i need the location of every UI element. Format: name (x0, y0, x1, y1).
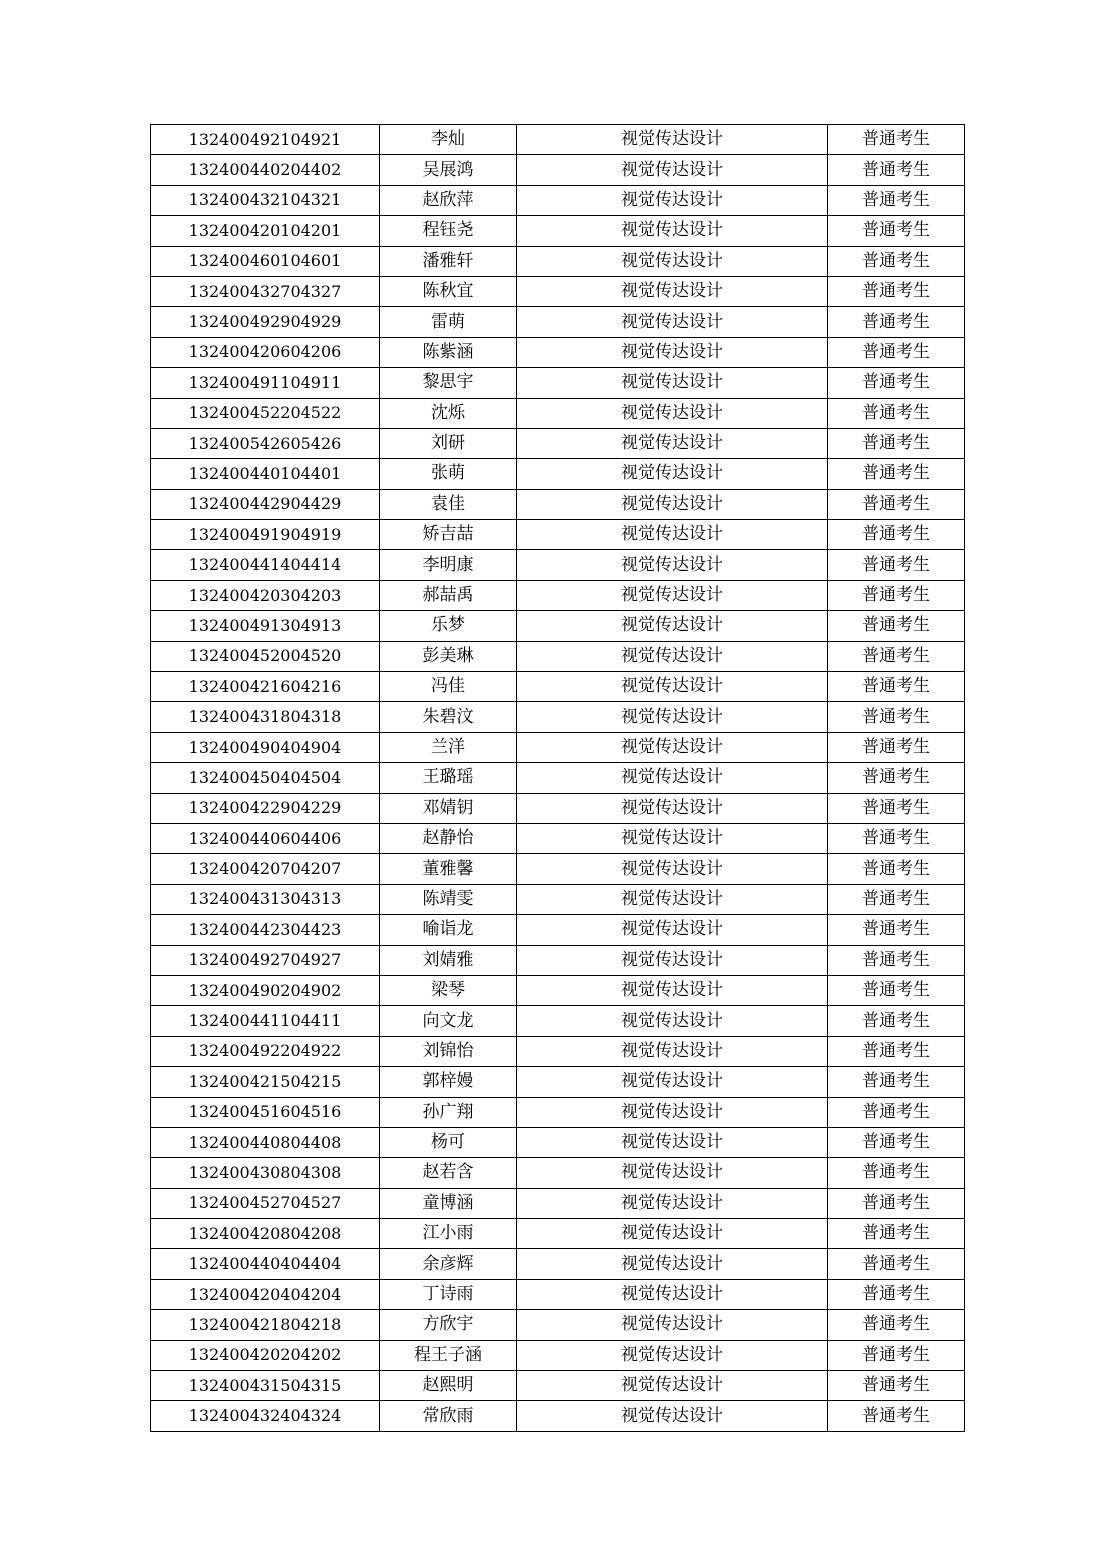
candidate-id-cell: 132400491904919 (151, 520, 380, 550)
candidate-id-cell: 132400441404414 (151, 550, 380, 580)
candidate-category-cell: 普通考生 (828, 823, 965, 853)
candidate-id-cell: 132400432704327 (151, 276, 380, 306)
candidate-name-cell: 赵欣萍 (380, 185, 517, 215)
table-row (151, 641, 965, 671)
candidate-major-cell: 视觉传达设计 (517, 428, 828, 458)
table-row (151, 611, 965, 641)
candidate-id-cell: 132400442304423 (151, 915, 380, 945)
table-row (151, 823, 965, 853)
candidate-id-cell: 132400490404904 (151, 732, 380, 762)
candidate-id-cell: 132400490204902 (151, 975, 380, 1005)
candidate-name-cell: 邓婧钥 (380, 793, 517, 823)
candidate-category-cell: 普通考生 (828, 1188, 965, 1218)
candidate-major-cell: 视觉传达设计 (517, 611, 828, 641)
candidate-id-cell: 132400420104201 (151, 216, 380, 246)
candidate-id-cell: 132400431304313 (151, 884, 380, 914)
candidate-id-cell: 132400542605426 (151, 428, 380, 458)
candidate-major-cell: 视觉传达设计 (517, 1127, 828, 1157)
candidate-category-cell: 普通考生 (828, 763, 965, 793)
table-row (151, 489, 965, 519)
candidate-id-cell: 132400441104411 (151, 1006, 380, 1036)
candidate-category-cell: 普通考生 (828, 1219, 965, 1249)
candidate-major-cell: 视觉传达设计 (517, 702, 828, 732)
candidate-name-cell: 赵若含 (380, 1158, 517, 1188)
candidate-category-cell: 普通考生 (828, 216, 965, 246)
table-row (151, 580, 965, 610)
candidate-major-cell: 视觉传达设计 (517, 155, 828, 185)
candidate-major-cell: 视觉传达设计 (517, 1067, 828, 1097)
candidate-id-cell: 132400492204922 (151, 1036, 380, 1066)
candidate-major-cell: 视觉传达设计 (517, 1249, 828, 1279)
candidate-id-cell: 132400442904429 (151, 489, 380, 519)
table-row (151, 1127, 965, 1157)
candidate-name-cell: 冯佳 (380, 672, 517, 702)
candidate-name-cell: 董雅馨 (380, 854, 517, 884)
table-row (151, 337, 965, 367)
candidate-major-cell: 视觉传达设计 (517, 520, 828, 550)
candidate-major-cell: 视觉传达设计 (517, 854, 828, 884)
candidate-major-cell: 视觉传达设计 (517, 337, 828, 367)
candidate-id-cell: 132400431504315 (151, 1371, 380, 1401)
candidate-major-cell: 视觉传达设计 (517, 580, 828, 610)
candidate-id-cell: 132400491104911 (151, 368, 380, 398)
candidate-name-cell: 陈秋宜 (380, 276, 517, 306)
candidate-category-cell: 普通考生 (828, 580, 965, 610)
candidate-name-cell: 程王子涵 (380, 1340, 517, 1370)
candidate-name-cell: 向文龙 (380, 1006, 517, 1036)
candidate-major-cell: 视觉传达设计 (517, 125, 828, 155)
candidate-name-cell: 方欣宇 (380, 1310, 517, 1340)
candidate-major-cell: 视觉传达设计 (517, 489, 828, 519)
candidate-major-cell: 视觉传达设计 (517, 763, 828, 793)
table-row (151, 307, 965, 337)
candidate-category-cell: 普通考生 (828, 884, 965, 914)
candidate-id-cell: 132400492704927 (151, 945, 380, 975)
candidate-id-cell: 132400440404404 (151, 1249, 380, 1279)
candidate-category-cell: 普通考生 (828, 185, 965, 215)
candidate-major-cell: 视觉传达设计 (517, 368, 828, 398)
candidate-id-cell: 132400420204202 (151, 1340, 380, 1370)
candidate-major-cell: 视觉传达设计 (517, 884, 828, 914)
candidate-category-cell: 普通考生 (828, 276, 965, 306)
candidate-name-cell: 郭梓嫚 (380, 1067, 517, 1097)
candidate-category-cell: 普通考生 (828, 1127, 965, 1157)
candidate-major-cell: 视觉传达设计 (517, 975, 828, 1005)
candidate-id-cell: 132400452204522 (151, 398, 380, 428)
candidate-category-cell: 普通考生 (828, 398, 965, 428)
candidate-id-cell: 132400421804218 (151, 1310, 380, 1340)
candidate-major-cell: 视觉传达设计 (517, 1158, 828, 1188)
candidate-name-cell: 王璐瑶 (380, 763, 517, 793)
candidate-id-cell: 132400451604516 (151, 1097, 380, 1127)
candidate-id-cell: 132400422904229 (151, 793, 380, 823)
candidate-name-cell: 朱碧汶 (380, 702, 517, 732)
candidate-name-cell: 潘雅轩 (380, 246, 517, 276)
candidate-name-cell: 丁诗雨 (380, 1279, 517, 1309)
candidate-name-cell: 常欣雨 (380, 1401, 517, 1431)
candidate-category-cell: 普通考生 (828, 1249, 965, 1279)
candidate-category-cell: 普通考生 (828, 611, 965, 641)
table-row (151, 672, 965, 702)
candidate-major-cell: 视觉传达设计 (517, 1219, 828, 1249)
candidate-id-cell: 132400430804308 (151, 1158, 380, 1188)
table-row (151, 1006, 965, 1036)
candidate-id-cell: 132400421504215 (151, 1067, 380, 1097)
candidate-name-cell: 黎思宇 (380, 368, 517, 398)
candidate-major-cell: 视觉传达设计 (517, 641, 828, 671)
candidate-id-cell: 132400491304913 (151, 611, 380, 641)
candidate-major-cell: 视觉传达设计 (517, 307, 828, 337)
candidate-major-cell: 视觉传达设计 (517, 1401, 828, 1431)
candidate-id-cell: 132400431804318 (151, 702, 380, 732)
candidate-major-cell: 视觉传达设计 (517, 1371, 828, 1401)
candidate-major-cell: 视觉传达设计 (517, 1006, 828, 1036)
candidate-major-cell: 视觉传达设计 (517, 793, 828, 823)
table-row (151, 1249, 965, 1279)
candidate-major-cell: 视觉传达设计 (517, 1097, 828, 1127)
candidate-id-cell: 132400452704527 (151, 1188, 380, 1218)
table-row (151, 1340, 965, 1370)
candidate-category-cell: 普通考生 (828, 672, 965, 702)
table-row (151, 975, 965, 1005)
candidate-major-cell: 视觉传达设计 (517, 398, 828, 428)
table-row (151, 185, 965, 215)
candidate-id-cell: 132400450404504 (151, 763, 380, 793)
candidate-name-cell: 陈靖雯 (380, 884, 517, 914)
candidate-name-cell: 郝喆禹 (380, 580, 517, 610)
candidate-category-cell: 普通考生 (828, 428, 965, 458)
candidate-id-cell: 132400460104601 (151, 246, 380, 276)
candidate-major-cell: 视觉传达设计 (517, 246, 828, 276)
candidate-major-cell: 视觉传达设计 (517, 1279, 828, 1309)
candidate-major-cell: 视觉传达设计 (517, 945, 828, 975)
candidate-category-cell: 普通考生 (828, 702, 965, 732)
candidate-name-cell: 江小雨 (380, 1219, 517, 1249)
candidate-category-cell: 普通考生 (828, 1036, 965, 1066)
candidate-category-cell: 普通考生 (828, 1067, 965, 1097)
table-row (151, 915, 965, 945)
table-row (151, 1188, 965, 1218)
table-row (151, 216, 965, 246)
candidate-major-cell: 视觉传达设计 (517, 1036, 828, 1066)
candidate-major-cell: 视觉传达设计 (517, 672, 828, 702)
candidate-category-cell: 普通考生 (828, 641, 965, 671)
table-row (151, 1097, 965, 1127)
candidate-table (150, 124, 965, 1432)
candidate-major-cell: 视觉传达设计 (517, 459, 828, 489)
candidate-category-cell: 普通考生 (828, 155, 965, 185)
candidate-id-cell: 132400440804408 (151, 1127, 380, 1157)
candidate-category-cell: 普通考生 (828, 1158, 965, 1188)
candidate-category-cell: 普通考生 (828, 520, 965, 550)
candidate-category-cell: 普通考生 (828, 337, 965, 367)
candidate-id-cell: 132400420404204 (151, 1279, 380, 1309)
candidate-category-cell: 普通考生 (828, 1097, 965, 1127)
candidate-id-cell: 132400492904929 (151, 307, 380, 337)
candidate-category-cell: 普通考生 (828, 307, 965, 337)
candidate-major-cell: 视觉传达设计 (517, 1310, 828, 1340)
candidate-id-cell: 132400432404324 (151, 1401, 380, 1431)
candidate-id-cell: 132400440204402 (151, 155, 380, 185)
candidate-category-cell: 普通考生 (828, 732, 965, 762)
table-row (151, 1401, 965, 1431)
candidate-name-cell: 彭美琳 (380, 641, 517, 671)
table-row (151, 884, 965, 914)
candidate-category-cell: 普通考生 (828, 1340, 965, 1370)
candidate-id-cell: 132400440104401 (151, 459, 380, 489)
candidate-major-cell: 视觉传达设计 (517, 915, 828, 945)
table-row (151, 1036, 965, 1066)
candidate-category-cell: 普通考生 (828, 550, 965, 580)
candidate-category-cell: 普通考生 (828, 489, 965, 519)
candidate-name-cell: 余彦辉 (380, 1249, 517, 1279)
candidate-category-cell: 普通考生 (828, 1006, 965, 1036)
table-row (151, 520, 965, 550)
candidate-name-cell: 刘锦怡 (380, 1036, 517, 1066)
table-row (151, 793, 965, 823)
table-row (151, 459, 965, 489)
candidate-name-cell: 程钰尧 (380, 216, 517, 246)
candidate-category-cell: 普通考生 (828, 1371, 965, 1401)
candidate-category-cell: 普通考生 (828, 945, 965, 975)
candidate-name-cell: 沈烁 (380, 398, 517, 428)
candidate-major-cell: 视觉传达设计 (517, 1340, 828, 1370)
candidate-name-cell: 童博涵 (380, 1188, 517, 1218)
candidate-major-cell: 视觉传达设计 (517, 823, 828, 853)
candidate-major-cell: 视觉传达设计 (517, 216, 828, 246)
candidate-major-cell: 视觉传达设计 (517, 732, 828, 762)
candidate-category-cell: 普通考生 (828, 793, 965, 823)
candidate-major-cell: 视觉传达设计 (517, 550, 828, 580)
table-row (151, 1219, 965, 1249)
table-row (151, 125, 965, 155)
candidate-id-cell: 132400492104921 (151, 125, 380, 155)
table-row (151, 155, 965, 185)
candidate-category-cell: 普通考生 (828, 975, 965, 1005)
table-row (151, 945, 965, 975)
table-row (151, 398, 965, 428)
candidate-name-cell: 乐梦 (380, 611, 517, 641)
candidate-id-cell: 132400420804208 (151, 1219, 380, 1249)
candidate-name-cell: 李灿 (380, 125, 517, 155)
table-row (151, 763, 965, 793)
candidate-category-cell: 普通考生 (828, 915, 965, 945)
table-row (151, 1067, 965, 1097)
candidate-id-cell: 132400452004520 (151, 641, 380, 671)
candidate-id-cell: 132400440604406 (151, 823, 380, 853)
candidate-name-cell: 刘婧雅 (380, 945, 517, 975)
candidate-major-cell: 视觉传达设计 (517, 1188, 828, 1218)
candidate-id-cell: 132400420704207 (151, 854, 380, 884)
candidate-id-cell: 132400421604216 (151, 672, 380, 702)
table-row (151, 368, 965, 398)
candidate-name-cell: 梁琴 (380, 975, 517, 1005)
candidate-name-cell: 雷萌 (380, 307, 517, 337)
candidate-category-cell: 普通考生 (828, 854, 965, 884)
candidate-id-cell: 132400432104321 (151, 185, 380, 215)
candidate-category-cell: 普通考生 (828, 1401, 965, 1431)
table-row (151, 1279, 965, 1309)
candidate-category-cell: 普通考生 (828, 1310, 965, 1340)
candidate-name-cell: 孙广翔 (380, 1097, 517, 1127)
candidate-name-cell: 袁佳 (380, 489, 517, 519)
candidate-id-cell: 132400420604206 (151, 337, 380, 367)
candidate-major-cell: 视觉传达设计 (517, 276, 828, 306)
candidate-category-cell: 普通考生 (828, 1279, 965, 1309)
table-row (151, 1371, 965, 1401)
candidate-name-cell: 喻诣龙 (380, 915, 517, 945)
candidate-category-cell: 普通考生 (828, 246, 965, 276)
table-row (151, 854, 965, 884)
candidate-category-cell: 普通考生 (828, 125, 965, 155)
table-row (151, 428, 965, 458)
candidate-name-cell: 矫吉喆 (380, 520, 517, 550)
table-row (151, 550, 965, 580)
candidate-name-cell: 吴展鸿 (380, 155, 517, 185)
table-row (151, 276, 965, 306)
candidate-id-cell: 132400420304203 (151, 580, 380, 610)
candidate-name-cell: 陈紫涵 (380, 337, 517, 367)
table-row (151, 1310, 965, 1340)
candidate-category-cell: 普通考生 (828, 459, 965, 489)
candidate-category-cell: 普通考生 (828, 368, 965, 398)
candidate-name-cell: 兰洋 (380, 732, 517, 762)
candidate-name-cell: 杨可 (380, 1127, 517, 1157)
candidate-name-cell: 赵静怡 (380, 823, 517, 853)
table-row (151, 732, 965, 762)
table-row (151, 1158, 965, 1188)
candidate-name-cell: 李明康 (380, 550, 517, 580)
candidate-name-cell: 张萌 (380, 459, 517, 489)
candidate-name-cell: 刘研 (380, 428, 517, 458)
candidate-table-body (151, 125, 965, 1432)
candidate-name-cell: 赵熙明 (380, 1371, 517, 1401)
candidate-major-cell: 视觉传达设计 (517, 185, 828, 215)
table-row (151, 702, 965, 732)
table-row (151, 246, 965, 276)
